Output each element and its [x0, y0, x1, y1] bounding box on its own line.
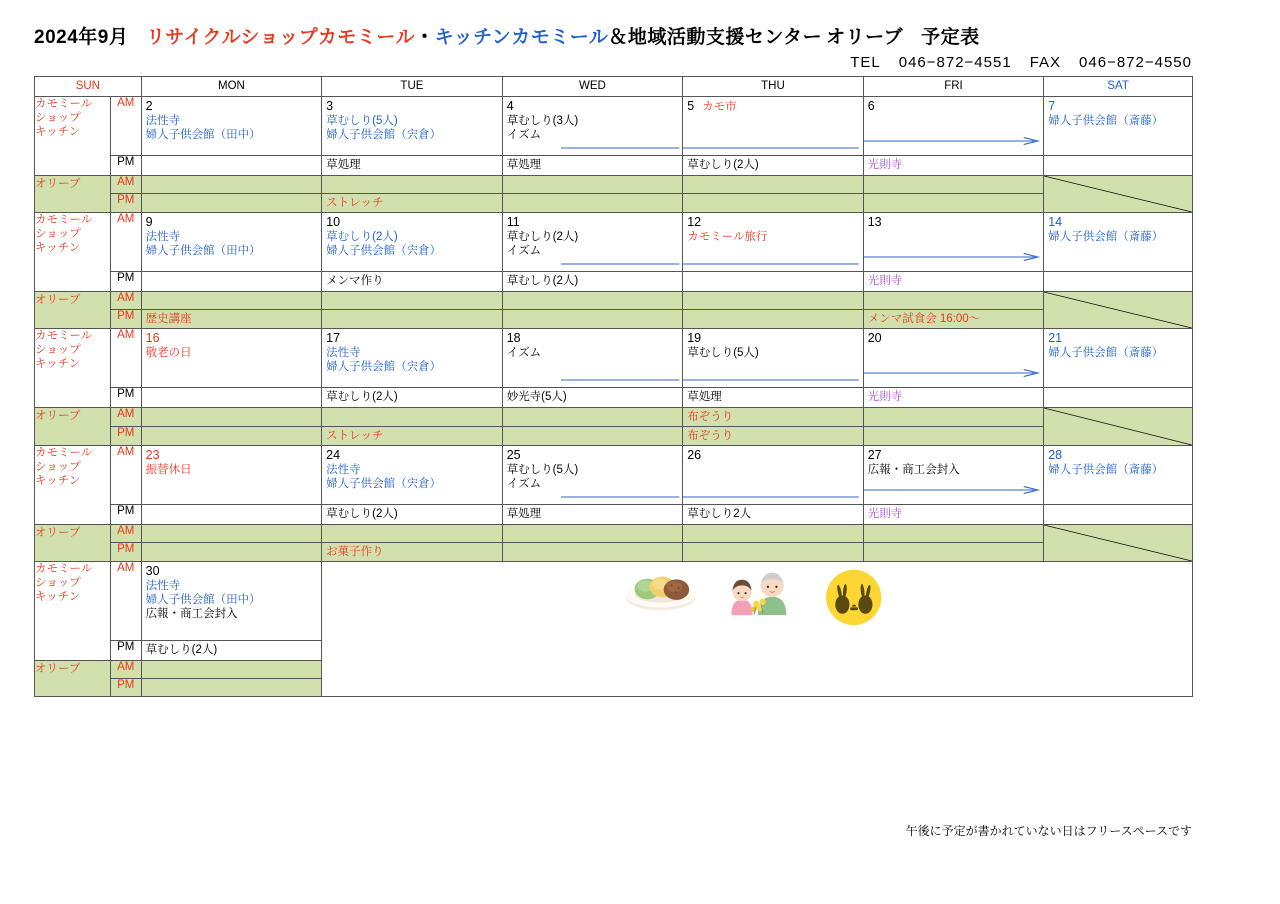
cell-day-4	[502, 97, 683, 156]
cell-pm	[683, 272, 864, 292]
cell-pm	[1044, 272, 1193, 292]
cell-day-28	[1044, 446, 1193, 505]
event: 婦人子供会館（斎藤）	[1048, 464, 1164, 476]
cell-olive-am	[141, 408, 322, 427]
cell-day-19	[683, 329, 864, 388]
event: 妙光寺(5人)	[506, 391, 567, 403]
cell-olive-pm	[502, 427, 683, 446]
row-label-pm: PM	[110, 505, 141, 525]
event: 法性寺	[326, 464, 361, 476]
cell-pm	[502, 388, 683, 408]
cell-olive-am	[322, 176, 503, 194]
cell-day-24	[322, 446, 503, 505]
cell-pm	[141, 272, 322, 292]
cell-pm	[141, 156, 322, 176]
cell-olive-sat-blank	[1044, 292, 1193, 329]
span-arrow	[683, 375, 861, 385]
table-row	[35, 388, 1193, 408]
table-row	[35, 310, 1193, 329]
event: イズム	[506, 347, 542, 359]
event: イズム	[506, 245, 542, 257]
event: 草むしり(2人)	[687, 159, 759, 171]
event: 敬老の日	[145, 347, 192, 359]
cell-olive-pm	[141, 310, 322, 329]
row-label-olive: オリーブ	[35, 176, 111, 213]
cell-day-10	[322, 213, 503, 272]
cell-day-2	[141, 97, 322, 156]
event: 草むしり(2人)	[326, 231, 398, 243]
event: 婦人子供会館（斎藤）	[1048, 115, 1164, 127]
event: 草処理	[326, 159, 361, 171]
row-label-pm: PM	[110, 641, 141, 661]
cell-olive-pm	[502, 310, 683, 329]
cell-pm	[502, 505, 683, 525]
event: カモ市	[702, 101, 737, 113]
row-label-am: AM	[110, 525, 141, 543]
title-sep: ・	[415, 27, 435, 48]
cell-olive-pm	[141, 679, 322, 697]
day-number: 18	[506, 331, 521, 345]
event: ストレッチ	[326, 430, 384, 442]
col-tue: TUE	[322, 77, 503, 97]
event: 草むしり(5人)	[326, 115, 398, 127]
cell-pm	[863, 156, 1044, 176]
row-label-pm: PM	[110, 427, 141, 446]
event: 法性寺	[145, 231, 181, 243]
event: 婦人子供会館（田中）	[145, 594, 261, 606]
event: 婦人子供会館（宍倉）	[326, 361, 442, 373]
title-doctype: 予定表	[921, 27, 980, 48]
cell-olive-pm	[322, 310, 503, 329]
cell-olive-am	[502, 292, 683, 310]
table-row	[35, 97, 1193, 156]
row-label-am: AM	[110, 292, 141, 310]
day-number: 27	[867, 448, 882, 462]
event: 草むしり(2人)	[506, 275, 579, 287]
event: 婦人子供会館（宍倉）	[326, 478, 442, 490]
cell-day-21	[1044, 329, 1193, 388]
row-label-pm: PM	[110, 543, 141, 562]
span-arrow-end	[864, 136, 1042, 146]
cell-olive-am	[863, 292, 1044, 310]
cell-day-17	[322, 329, 503, 388]
cell-olive-am	[502, 176, 683, 194]
day-number: 2	[145, 99, 153, 113]
span-arrow	[561, 259, 681, 269]
event: 草むしり2人	[687, 508, 752, 520]
cell-olive-pm	[683, 310, 864, 329]
cell-pm	[683, 388, 864, 408]
event: 光則寺	[867, 275, 903, 287]
title-org1: リサイクルショップカモミール	[146, 27, 416, 48]
cell-day-3	[322, 97, 503, 156]
table-row	[35, 408, 1193, 427]
cell-olive-pm	[683, 543, 864, 562]
cell-olive-sat-blank	[1044, 176, 1193, 213]
cell-pm	[322, 388, 503, 408]
page-title	[34, 22, 980, 49]
cell-olive-am	[863, 525, 1044, 543]
cell-pm	[322, 505, 503, 525]
cell-olive-am	[141, 292, 322, 310]
day-number: 24	[326, 448, 341, 462]
cell-olive-pm	[863, 194, 1044, 213]
cell-olive-am	[502, 408, 683, 427]
event: 光則寺	[867, 508, 903, 520]
cell-pm	[863, 388, 1044, 408]
event: 光則寺	[867, 159, 903, 171]
table-row	[35, 272, 1193, 292]
cell-olive-pm	[141, 194, 322, 213]
schedule-table	[34, 76, 1193, 697]
day-number: 28	[1048, 448, 1063, 462]
row-label-olive: オリーブ	[35, 292, 111, 329]
day-number: 14	[1048, 215, 1063, 229]
event: カモミール旅行	[687, 231, 768, 243]
table-row	[35, 329, 1193, 388]
cell-olive-pm	[863, 543, 1044, 562]
event: 光則寺	[867, 391, 903, 403]
cell-pm	[322, 272, 503, 292]
tel-label: TEL	[850, 54, 881, 71]
row-label-am: AM	[110, 97, 141, 156]
span-arrow	[683, 492, 861, 502]
cell-olive-pm	[322, 194, 503, 213]
title-date: 2024年9月	[34, 27, 129, 48]
cell-olive-am	[683, 292, 864, 310]
cell-olive-am	[863, 176, 1044, 194]
row-label-olive: オリーブ	[35, 408, 111, 446]
cell-pm	[863, 272, 1044, 292]
cell-pm	[141, 641, 322, 661]
title-amp: ＆地域活動支援センター	[608, 27, 823, 48]
row-label-kamomile: カモミール ショップ キッチン	[35, 446, 111, 525]
cell-olive-am	[683, 176, 864, 194]
table-row	[35, 427, 1193, 446]
cell-olive-am	[683, 408, 864, 427]
event: 婦人子供会館（宍倉）	[326, 245, 442, 257]
event: 草むしり(5人)	[687, 347, 759, 359]
cell-pm	[683, 505, 864, 525]
day-number: 10	[326, 215, 341, 229]
cell-pm	[1044, 156, 1193, 176]
event: 婦人子供会館（斎藤）	[1048, 347, 1164, 359]
table-row	[35, 525, 1193, 543]
cell-olive-pm	[322, 543, 503, 562]
cell-pm	[502, 272, 683, 292]
event: イズム	[506, 478, 542, 490]
cell-day-7	[1044, 97, 1193, 156]
day-number: 5	[687, 99, 695, 113]
row-label-pm: PM	[110, 156, 141, 176]
day-number: 26	[687, 448, 702, 462]
row-label-am: AM	[110, 661, 141, 679]
event: 草処理	[687, 391, 722, 403]
event: 布ぞうり	[687, 430, 734, 442]
col-sun: SUN	[35, 77, 142, 97]
cell-day-20	[863, 329, 1044, 388]
event: 婦人子供会館（田中）	[145, 129, 261, 141]
cell-pm	[1044, 388, 1193, 408]
fax-label: FAX	[1029, 54, 1062, 71]
cell-olive-pm	[141, 427, 322, 446]
row-label-am: AM	[110, 213, 141, 272]
event: 布ぞうり	[687, 411, 734, 423]
row-label-am: AM	[110, 408, 141, 427]
day-number: 9	[145, 215, 153, 229]
table-row	[35, 156, 1193, 176]
event: 法性寺	[326, 347, 361, 359]
moon-rabbits-icon	[826, 570, 881, 625]
table-row	[35, 543, 1193, 562]
col-fri: FRI	[863, 77, 1044, 97]
table-row	[35, 562, 1193, 641]
day-number: 21	[1048, 331, 1063, 345]
illustration-area	[322, 562, 1193, 697]
tel-value: 046−872−4551	[898, 54, 1012, 71]
event: 法性寺	[145, 580, 181, 592]
cell-olive-pm	[141, 543, 322, 562]
row-label-pm: PM	[110, 272, 141, 292]
event: 草むしり(2人)	[506, 231, 579, 243]
cell-pm	[863, 505, 1044, 525]
event: メンマ試食会 16:00〜	[867, 313, 981, 325]
event: 草処理	[506, 508, 542, 520]
cell-day-11	[502, 213, 683, 272]
table-row	[35, 505, 1193, 525]
cell-day-9	[141, 213, 322, 272]
cell-olive-am	[683, 525, 864, 543]
day-number: 25	[506, 448, 521, 462]
table-header-row	[35, 77, 1193, 97]
cell-day-23	[141, 446, 322, 505]
day-number: 19	[687, 331, 702, 345]
day-number: 3	[326, 99, 334, 113]
event: 婦人子供会館（田中）	[145, 245, 261, 257]
cell-olive-am	[141, 176, 322, 194]
event: 草むしり(5人)	[506, 464, 579, 476]
cell-pm	[502, 156, 683, 176]
cell-olive-pm	[502, 543, 683, 562]
cell-day-30	[141, 562, 322, 641]
cell-day-18	[502, 329, 683, 388]
event: 振替休日	[145, 464, 192, 476]
cell-olive-pm	[322, 427, 503, 446]
cell-olive-am	[322, 525, 503, 543]
event: 草むしり(2人)	[326, 508, 398, 520]
cell-olive-pm	[863, 310, 1044, 329]
row-label-kamomile: カモミール ショップ キッチン	[35, 97, 111, 176]
table-row	[35, 176, 1193, 194]
day-number: 30	[145, 564, 160, 578]
row-label-pm: PM	[110, 194, 141, 213]
cell-day-13	[863, 213, 1044, 272]
people-icon	[732, 573, 787, 616]
row-label-pm: PM	[110, 388, 141, 408]
event: 広報・商工会封入	[145, 608, 238, 620]
fax-value: 046−872−4550	[1079, 54, 1192, 71]
cell-day-6	[863, 97, 1044, 156]
title-org2: キッチンカモミール	[434, 27, 609, 48]
cell-day-26	[683, 446, 864, 505]
cell-olive-pm	[502, 194, 683, 213]
cell-pm	[683, 156, 864, 176]
event: 歴史講座	[145, 313, 192, 325]
row-label-am: AM	[110, 446, 141, 505]
event: 広報・商工会封入	[867, 464, 960, 476]
cell-olive-am	[863, 408, 1044, 427]
cell-olive-am	[502, 525, 683, 543]
col-mon: MON	[141, 77, 322, 97]
cell-day-16	[141, 329, 322, 388]
col-sat: SAT	[1044, 77, 1193, 97]
cell-olive-am	[322, 408, 503, 427]
row-label-kamomile: カモミール ショップ キッチン	[35, 213, 111, 292]
cell-day-27	[863, 446, 1044, 505]
col-wed: WED	[502, 77, 683, 97]
event: お菓子作り	[326, 546, 384, 558]
event: 草処理	[506, 159, 542, 171]
day-number: 4	[506, 99, 514, 113]
dango-plate-icon	[626, 577, 695, 611]
event: メンマ作り	[326, 275, 384, 287]
cell-olive-am	[141, 661, 322, 679]
span-arrow	[561, 375, 681, 385]
cell-olive-sat-blank	[1044, 408, 1193, 446]
seasonal-illustration	[322, 562, 1192, 640]
row-label-olive: オリーブ	[35, 525, 111, 562]
event: 法性寺	[145, 115, 181, 127]
col-thu: THU	[683, 77, 864, 97]
row-label-am: AM	[110, 176, 141, 194]
table-row	[35, 446, 1193, 505]
cell-olive-pm	[863, 427, 1044, 446]
cell-olive-pm	[683, 194, 864, 213]
day-number: 11	[506, 215, 520, 229]
event: 婦人子供会館（斎藤）	[1048, 231, 1164, 243]
event: イズム	[506, 129, 542, 141]
event: ストレッチ	[326, 197, 384, 209]
cell-olive-am	[322, 292, 503, 310]
cell-olive-sat-blank	[1044, 525, 1193, 562]
row-label-am: AM	[110, 562, 141, 641]
span-arrow	[683, 259, 861, 269]
cell-olive-pm	[683, 427, 864, 446]
day-number: 6	[867, 99, 875, 113]
day-number: 23	[145, 448, 160, 462]
cell-day-12	[683, 213, 864, 272]
event: 婦人子供会館（宍倉）	[326, 129, 442, 141]
cell-olive-am	[141, 525, 322, 543]
event: 草むしり(3人)	[506, 115, 579, 127]
table-row	[35, 194, 1193, 213]
day-number: 17	[326, 331, 341, 345]
cell-day-14	[1044, 213, 1193, 272]
day-number: 16	[145, 331, 160, 345]
cell-pm	[322, 156, 503, 176]
row-label-am: AM	[110, 329, 141, 388]
span-arrow-end	[864, 368, 1042, 378]
row-label-pm: PM	[110, 679, 141, 697]
span-arrow	[683, 143, 861, 153]
event: 草むしり(2人)	[145, 644, 218, 656]
day-number: 7	[1048, 99, 1056, 113]
row-label-pm: PM	[110, 310, 141, 329]
cell-pm	[141, 505, 322, 525]
contact-info	[832, 54, 1192, 71]
row-label-olive: オリーブ	[35, 661, 111, 697]
cell-pm	[1044, 505, 1193, 525]
span-arrow	[561, 143, 681, 153]
span-arrow	[561, 492, 681, 502]
table-row	[35, 292, 1193, 310]
cell-day-5	[683, 97, 864, 156]
day-number: 12	[687, 215, 702, 229]
cell-pm	[141, 388, 322, 408]
day-number: 20	[867, 331, 882, 345]
footnote: 午後に予定が書かれていない日はフリースペースです	[905, 824, 1192, 838]
event: 草むしり(2人)	[326, 391, 398, 403]
span-arrow-end	[864, 485, 1042, 495]
cell-day-25	[502, 446, 683, 505]
title-org3: オリーブ	[826, 27, 904, 48]
table-row	[35, 213, 1193, 272]
row-label-kamomile: カモミール ショップ キッチン	[35, 562, 111, 661]
day-number: 13	[867, 215, 882, 229]
span-arrow-end	[864, 252, 1042, 262]
row-label-kamomile: カモミール ショップ キッチン	[35, 329, 111, 408]
